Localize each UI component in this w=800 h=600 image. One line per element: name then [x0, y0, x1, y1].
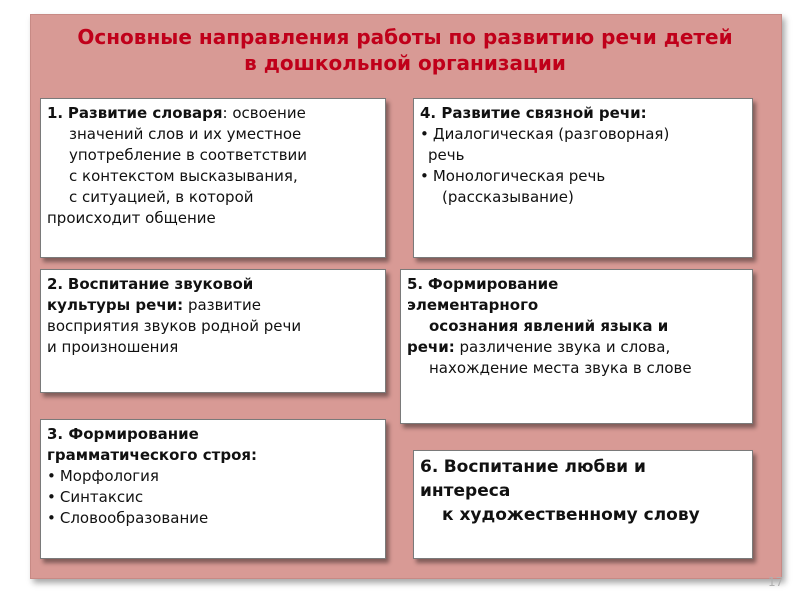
- box-coherent-speech: [413, 98, 753, 258]
- box-vocabulary: [40, 98, 386, 258]
- box1-text-6: происходит общение: [47, 209, 216, 227]
- title-line-2: в дошкольной организации: [244, 51, 566, 75]
- box6-heading-3: к художественному слову: [442, 505, 700, 525]
- box3-item-morphology: • Морфология: [47, 466, 379, 487]
- box2-number: 2.: [47, 275, 64, 293]
- box6-heading-1: Воспитание любви и: [443, 457, 646, 477]
- box6-heading-2: интереса: [420, 481, 511, 501]
- box1-text-2: значений слов и их уместное: [69, 125, 302, 143]
- box1-text-3: употребление в соответствии: [69, 146, 308, 164]
- box-grammar: [40, 419, 386, 559]
- title-line-1: Основные направления работы по развитию речи детей: [77, 25, 733, 49]
- box2-heading-2: культуры речи:: [47, 296, 184, 314]
- box1-text-5: с ситуацией, в которой: [69, 188, 254, 206]
- box-language-awareness: [400, 269, 753, 424]
- box4-item-1-cont: речь: [428, 146, 465, 164]
- box4-item-2-cont: (рассказывание): [442, 188, 574, 206]
- box4-item-1: • Диалогическая (разговорная): [420, 124, 746, 145]
- box1-heading: Развитие словаря: [67, 104, 223, 122]
- box2-text-1: развитие: [187, 296, 261, 314]
- box3-heading-1: 3. Формирование: [47, 425, 199, 443]
- box3-item-word-formation: • Словообразование: [47, 508, 379, 529]
- box1-number: 1.: [47, 104, 64, 122]
- box5-text-2: нахождение места звука в слове: [429, 359, 692, 377]
- box5-number: 5.: [407, 275, 424, 293]
- box5-heading-2: элементарного: [407, 296, 539, 314]
- box4-item-2: • Монологическая речь: [420, 166, 746, 187]
- box5-heading-1: Формирование: [427, 275, 559, 293]
- box3-heading-2: грамматического строя:: [47, 446, 258, 464]
- box5-text-1: различение звука и слова,: [459, 338, 671, 356]
- box5-heading-4: речи:: [407, 338, 455, 356]
- box2-text-3: и произношения: [47, 338, 179, 356]
- box2-heading-1: Воспитание звуковой: [67, 275, 254, 293]
- box3-item-syntax: • Синтаксис: [47, 487, 379, 508]
- page-number: 17: [768, 575, 784, 589]
- box1-text-1: : освоение: [222, 104, 306, 122]
- box4-heading: 4. Развитие связной речи:: [420, 104, 647, 122]
- box5-heading-3: осознания явлений языка и: [429, 317, 669, 335]
- box-sound-culture: [40, 269, 386, 393]
- box6-number: 6.: [420, 457, 439, 477]
- box2-text-2: восприятия звуков родной речи: [47, 317, 302, 335]
- box1-text-4: с контекстом высказывания,: [69, 167, 298, 185]
- slide-title: [30, 24, 780, 90]
- box-love-of-literature: [413, 450, 753, 559]
